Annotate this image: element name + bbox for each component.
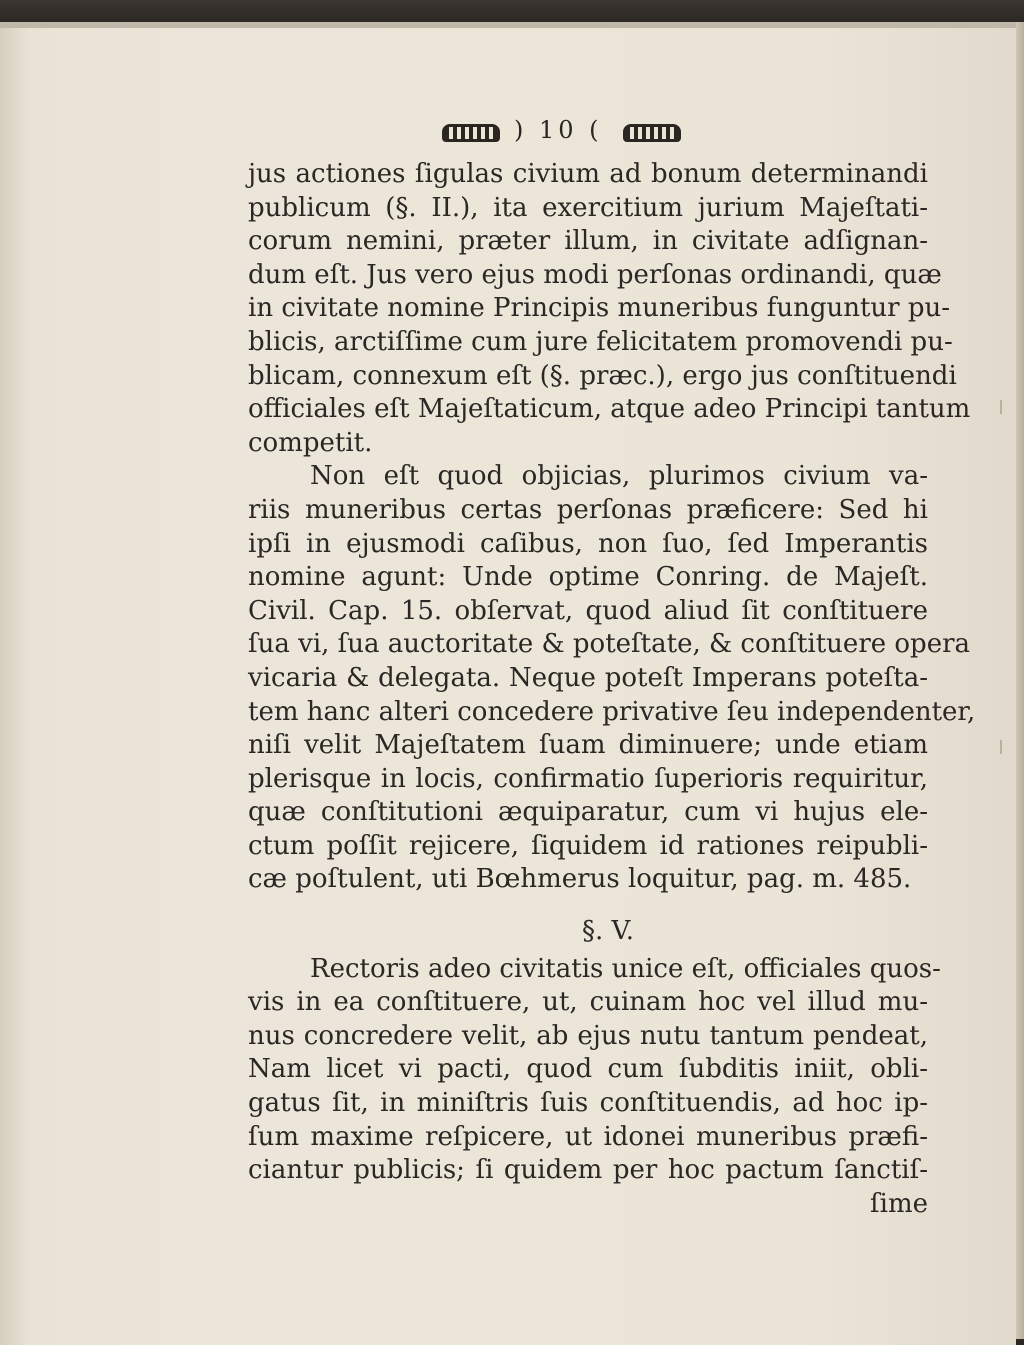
text-line: ſua vi, ſua auctoritate & poteſtate, & conſtituere opera [248,629,971,660]
text-line: blicis, arctiſſime cum jure felicitatem promovendi pu- [248,326,953,357]
text-line: jus actiones ſigulas civium ad bonum determinandi [248,159,928,189]
text-line: gatus ſit, in miniſtris ſuis conſtituendis, ad hoc ip- [248,1088,928,1119]
text-line: publicum (§. II.), ita exercitium jurium Majeſtati- [248,192,928,223]
paragraph-3 [248,953,941,1188]
text-line: competit. [248,427,373,458]
text-line: plerisque in locis, confirmatio ſuperioris requiritur, [248,763,928,794]
text-line: cæ poſtulent, uti Bœhmerus loquitur, pag. m. 485. [248,864,912,895]
right-ornament-icon [621,120,677,140]
text-line: nomine agunt: Unde optime Conring. de Majeſt. [248,562,928,593]
text-line: ſum maxime reſpicere, ut idonei muneribus præfi- [248,1121,928,1152]
text-line: in civitate nomine Principis muneribus funguntur pu- [248,293,951,324]
page-number: ) 10 ( [514,116,603,144]
text-line: tem hanc alteri concedere privative ſeu independenter, [248,696,976,727]
margin-mark [1000,400,1002,414]
page-edge [1016,22,1024,1339]
text-line: nus concredere velit, ab ejus nutu tantum pendeat, [248,1020,928,1051]
text-line: Rectoris adeo civitatis unice eſt, officiales quos- [310,953,941,984]
text-line: vicaria & delegata. Neque poteſt Imperans poteſta- [248,662,928,693]
text-line: corum nemini, præter illum, in civitate adſignan- [248,226,928,257]
text-line: Non eſt quod objicias, plurimos civium va- [310,461,928,492]
text-line: blicam, connexum eſt (§. præc.), ergo jus conſtituendi [248,360,957,391]
section-heading: §. V. [581,916,635,947]
margin-mark [1000,740,1002,754]
text-line: riis muneribus certas perſonas præficere: Sed hi [248,494,928,525]
text-line: niſi velit Majeſtatem ſuam diminuere; unde etiam [248,730,928,761]
catchword: ſime [870,1188,928,1219]
text-line: dum eſt. Jus vero ejus modi perſonas ordinandi, quæ [248,259,942,290]
running-header [440,113,740,147]
text-line: quæ conſtitutioni æquiparatur, cum vi hujus ele- [248,797,928,828]
paragraph-2 [248,460,976,897]
text-line: ipſi in ejusmodi caſibus, non ſuo, ſed Imperantis [248,528,928,559]
text-line: vis in ea conſtituere, ut, cuinam hoc vel illud mu- [248,987,928,1018]
text-line: Nam licet vi pacti, quod cum ſubditis iniit, obli- [248,1054,928,1085]
text-line: Civil. Cap. 15. obſervat, quod aliud ſit conſtituere [248,595,928,626]
text-line: ctum poſſit rejicere, ſiquidem id rationes reipubli- [248,830,928,861]
paragraph-1 [248,158,971,460]
spacer [248,897,928,907]
left-ornament-icon [440,120,496,140]
main-text [248,158,976,1221]
text-line: officiales eſt Majeſtaticum, atque adeo Principi tantum [248,394,971,425]
text-line: ciantur publicis; ſi quidem per hoc pactum ſanctiſ- [248,1155,928,1186]
